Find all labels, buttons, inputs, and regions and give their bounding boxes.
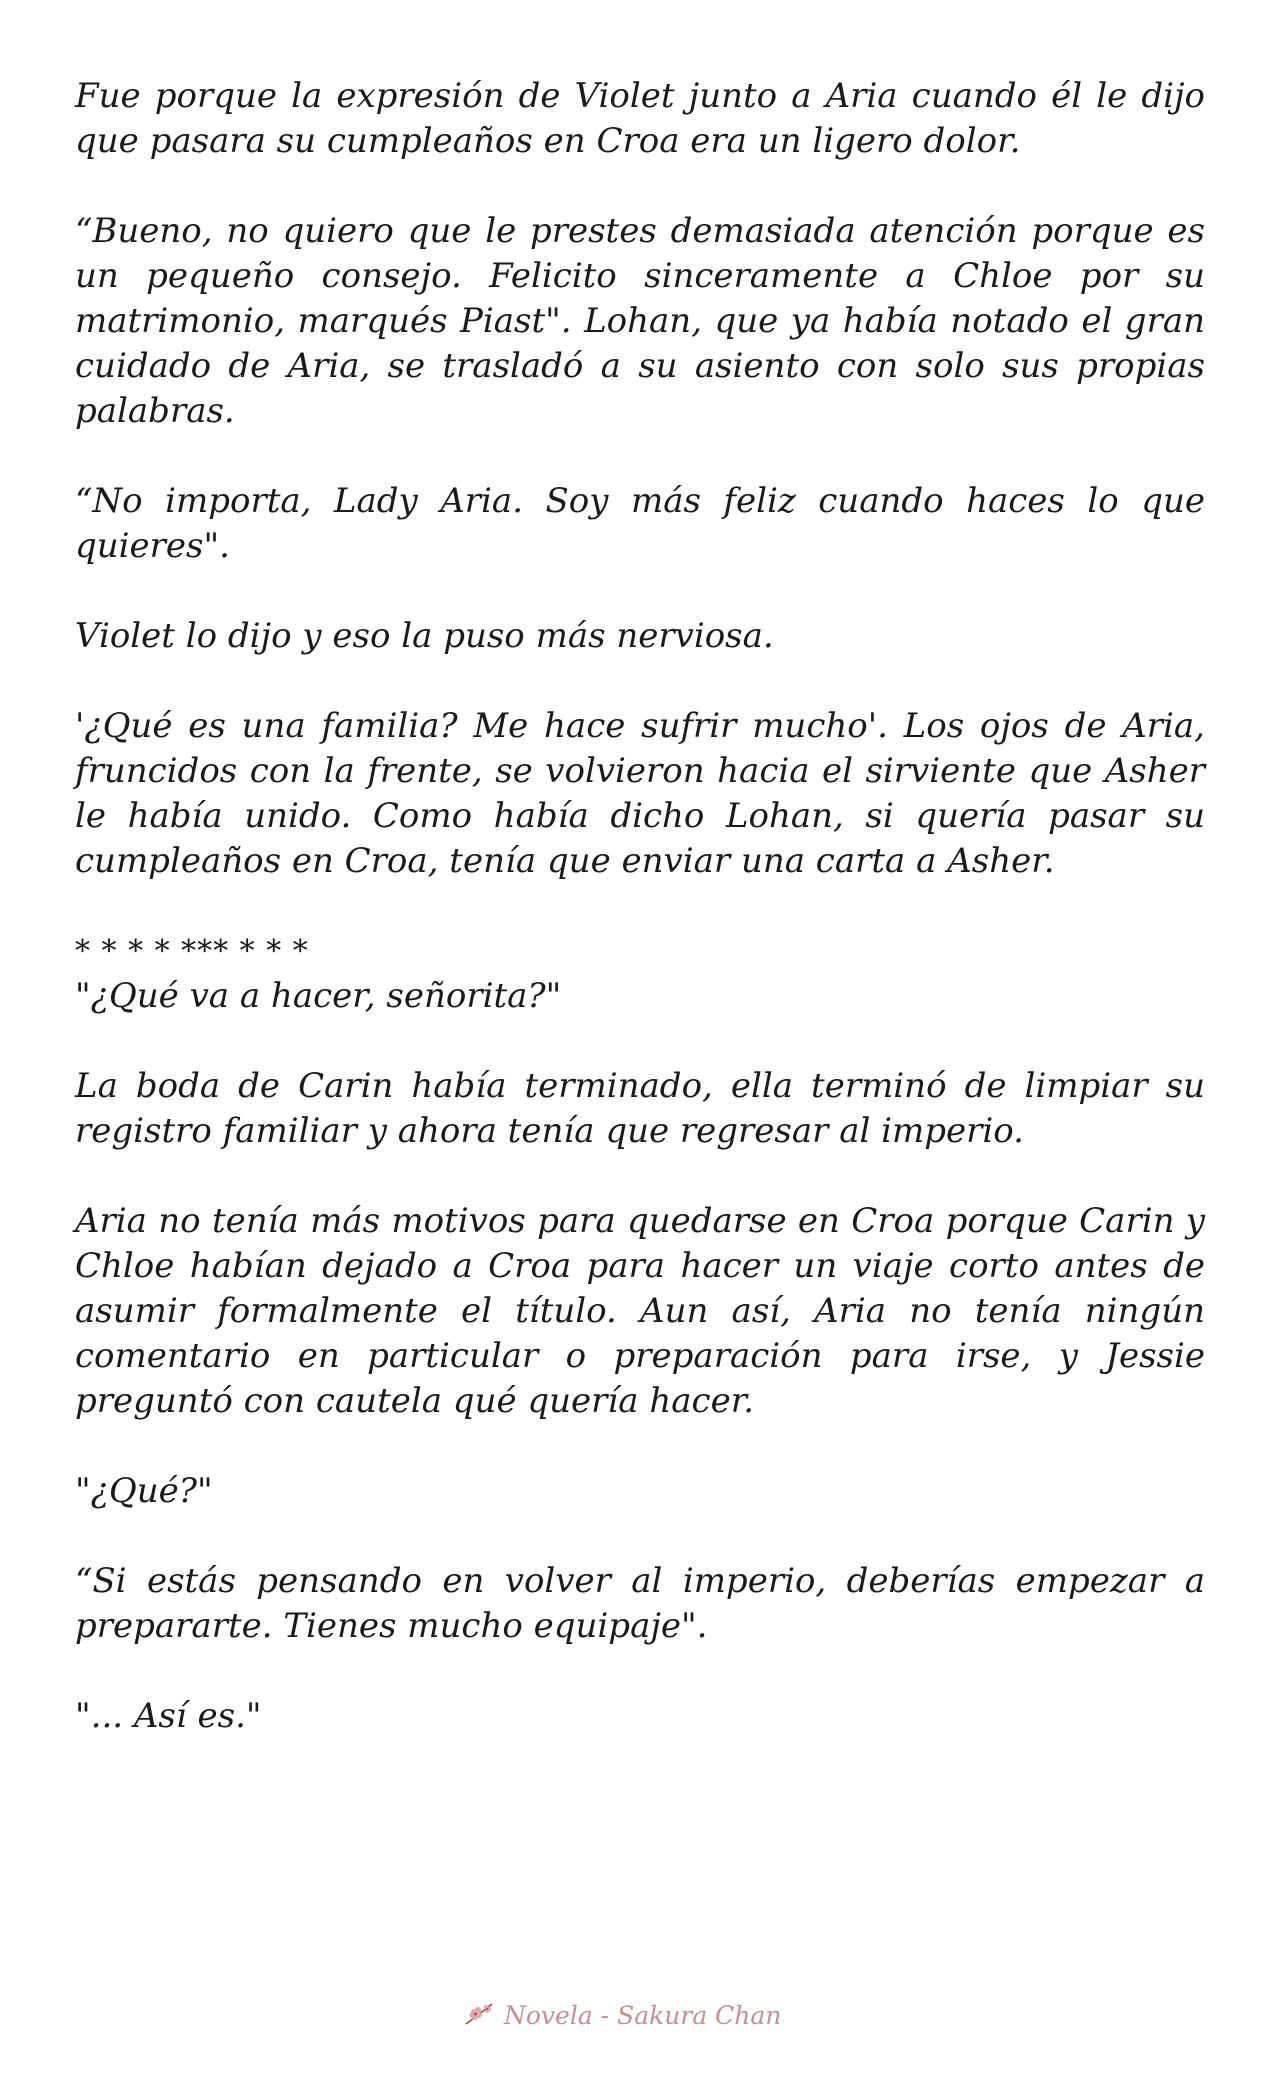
paragraph: Violet lo dijo y eso la puso más nerviosa. — [75, 616, 774, 656]
footer-text: Novela - Sakura Chan — [504, 2000, 782, 2030]
paragraph: '¿Qué es una familia? Me hace sufrir mucho'. Los ojos de Aria, fruncidos con la frente, se volvieron hacia el sirviente que Asher le había unido. Como había dicho Lohan, si quería pasar su cumpleaños en Croa, tenía que enviar una carta a Asher. — [75, 706, 1205, 881]
paragraph: “No importa, Lady Aria. Soy más feliz cuando haces lo que quieres". — [75, 481, 1205, 566]
paragraph: “Si estás pensando en volver al imperio, deberías empezar a prepararte. Tienes mucho equipaje". — [75, 1561, 1205, 1646]
cherry-blossom-icon — [462, 1998, 496, 2032]
paragraph: La boda de Carin había terminado, ella terminó de limpiar su registro familiar y ahora tenía que regresar al imperio. — [75, 1066, 1205, 1151]
footer-watermark — [462, 1998, 781, 2032]
paragraph: "... Así es." — [75, 1696, 262, 1736]
scene-separator: * * * * *** * * * — [75, 934, 309, 969]
paragraph: "¿Qué va a hacer, señorita?" — [75, 976, 562, 1016]
paragraph: Fue porque la expresión de Violet junto a Aria cuando él le dijo que pasara su cumpleaños en Croa era un ligero dolor. — [75, 76, 1205, 161]
paragraph: “Bueno, no quiero que le prestes demasiada atención porque es un pequeño consejo. Felicito sinceramente a Chloe por su matrimonio, marqués Piast". Lohan, que ya había notado el gran cuidado de Aria, se trasladó a su asiento con solo sus propias palabras. — [75, 211, 1205, 431]
paragraph: "¿Qué?" — [75, 1471, 213, 1511]
paragraph: Aria no tenía más motivos para quedarse en Croa porque Carin y Chloe habían dejado a Croa para hacer un viaje corto antes de asumir formalmente el título. Aun así, Aria no tenía ningún comentario en particular o preparación para irse, y Jessie preguntó con cautela qué quería hacer. — [75, 1201, 1205, 1421]
document-body — [75, 74, 1205, 1739]
